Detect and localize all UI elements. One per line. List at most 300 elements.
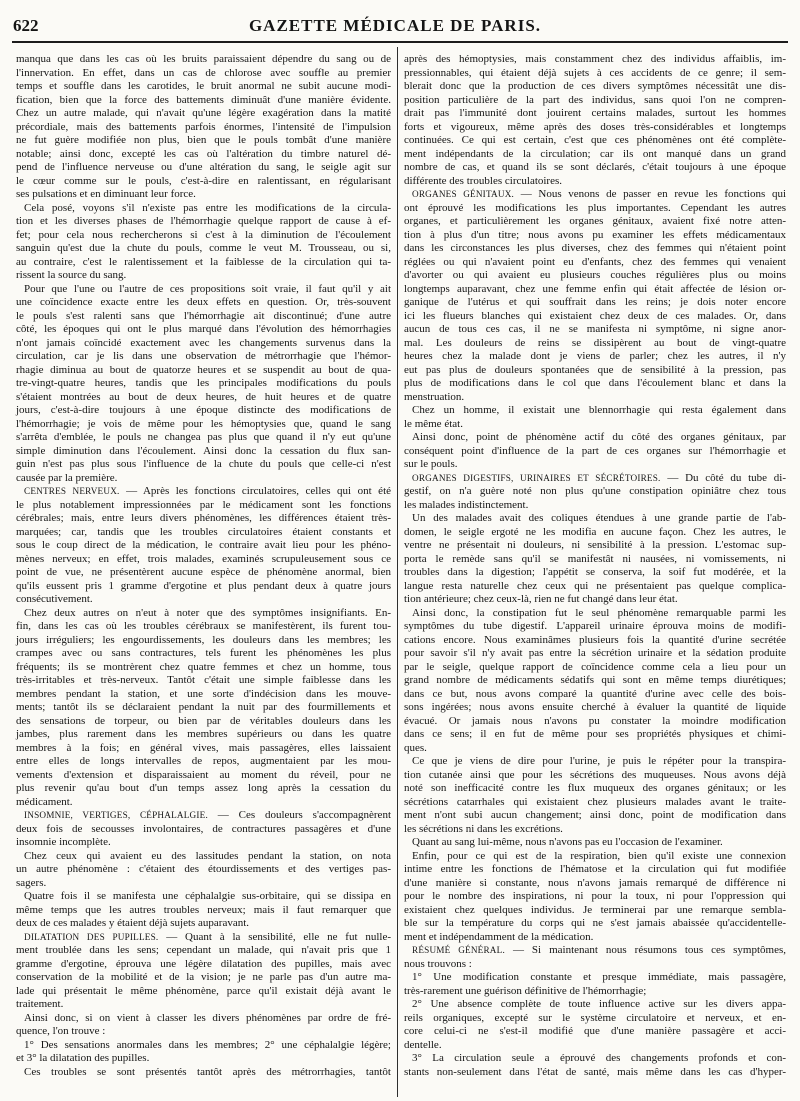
text-line — [404, 67, 786, 81]
section-paragraph — [16, 931, 391, 1012]
line-text: même temps que les autres troubles nerveux; mais il faut remarquer que — [16, 903, 391, 916]
text-line — [404, 431, 786, 445]
text-line — [16, 512, 391, 526]
line-text: Un des malades avait des coliques étendues à une grande partie de l'ab- — [412, 512, 786, 524]
text-line — [404, 80, 786, 94]
text-line — [16, 485, 391, 499]
text-line — [16, 1066, 391, 1080]
right-column — [404, 53, 786, 1079]
line-text: côté, les époques qui ont le plus marqué dans l'évolution des hémorrhagies — [16, 323, 391, 335]
text-line — [404, 1052, 786, 1066]
section-heading: CENTRES NERVEUX. — [24, 486, 120, 496]
line-text: très-irritables et très-nerveux. Tantôt c'était une simple faiblesse dans les — [16, 674, 391, 686]
line-text: circulation, car je lis dans une observation de métrorrhagie que l'hémor- — [16, 350, 391, 362]
text-line — [16, 890, 391, 904]
text-line — [404, 364, 786, 378]
text-line — [404, 188, 786, 202]
text-line — [16, 80, 391, 94]
line-text: cations encore. Nous examinâmes plusieurs fois la quantité d'urine secrétée — [404, 633, 786, 646]
line-text: Ces troubles se sont présentés tantôt après des métrorrhagies, tantôt — [24, 1065, 391, 1078]
text-line — [16, 215, 391, 229]
text-line — [16, 337, 391, 351]
line-text: core celui-ci ne s'est-il modifié que d'une manière passagère et acci- — [404, 1025, 786, 1037]
text-line — [16, 499, 391, 513]
line-text: l'innervation. En effet, dans un cas de chlorose avec souffle au premier — [16, 66, 391, 79]
text-line — [16, 863, 391, 877]
line-text: Chez un homme, il existait une blennorrhagie qui resta également dans — [412, 404, 786, 416]
text-line — [404, 634, 786, 648]
line-text: Quatre fois il se manifesta une céphalalgie sus-orbitaire, qui se dissipa en — [24, 890, 391, 902]
line-text: ment troublée dans les sens; cependant un malade, qui n'avait pris que 1 — [16, 944, 391, 956]
paragraph — [404, 1052, 786, 1079]
line-text: guin n'est pas plus sous l'influence de la chute du pouls que celle-ci n'est — [16, 458, 391, 470]
line-text: domen, le seigle ergoté ne les modifia en aucune façon. Chez les autres, le — [404, 525, 786, 538]
line-text: rissent la source du sang. — [16, 269, 127, 281]
text-line — [16, 796, 391, 810]
text-line — [16, 296, 391, 310]
text-line — [16, 364, 391, 378]
section-heading: RÉSUMÉ GÉNÉRAL. — [412, 945, 505, 955]
line-text: fin, dans les cas où les troubles cérébraux se manifestèrent, ils furent tou- — [16, 620, 391, 632]
line-text: ne fut guère modifiée non plus, bien que le pouls tombât d'une manière — [16, 134, 391, 146]
line-text: troubles dans la digestion; l'appétit se conserva, la soif fut modérée, et la — [404, 566, 786, 578]
line-text: au contraire, c'est le ralentissement et la faiblesse de la circulation qui ta- — [16, 255, 391, 268]
line-text: — Quant à la sensibilité, elle ne fut nulle- — [166, 930, 391, 943]
text-line — [16, 148, 391, 162]
line-text: point de vue, ne présentèrent aucune espèce de phénomène anormal, bien — [16, 566, 391, 578]
line-text: deux de ces malades y étaient déjà sujets auparavant. — [16, 917, 250, 929]
line-text: pressionnables, qui étaient déjà sujets à ces accidents de ce genre; il sem- — [404, 66, 786, 79]
section-heading: ORGANES GÉNITAUX. — [412, 189, 515, 199]
line-text: dans ce but, nous avons comparé la quantité d'urine avec celle des bois- — [404, 687, 786, 700]
line-text: 1° Une modification constante et presque immédiate, mais passagère, — [412, 971, 786, 983]
line-text: aucun de tous ces cas, il ne se manifesta ni symptôme, ni signe anor- — [404, 323, 786, 335]
text-line — [404, 445, 786, 459]
line-text: drait pas l'immunité dont jouirent certains malades, surtout les hommes — [404, 107, 786, 119]
line-text: ment n'ont subi aucun changement; ainsi donc, point de modification dans — [404, 809, 786, 821]
section-paragraph — [404, 472, 786, 513]
line-text: fication, bien que la force des battements diminuât d'une manière évidente. — [16, 93, 391, 106]
line-text: d'une manière si constante, nous n'avons jamais remarqué de différence ni — [404, 876, 786, 889]
line-text: ses pulsations et en diminuant leur force. — [16, 188, 196, 200]
line-text: conservation de la mobilité et de la vision; je ne parle pas d'un autre ma- — [16, 971, 391, 983]
paragraph — [16, 890, 391, 931]
text-line — [404, 823, 786, 837]
text-line — [16, 1012, 391, 1026]
line-text: — Nous venons de passer en revue les fonctions qui — [520, 188, 786, 200]
line-text: — Ces douleurs s'accompagnèrent — [217, 809, 391, 821]
text-line — [16, 985, 391, 999]
line-text: s'étaient montrées au bout de deux heures, de huit heures et de quatre — [16, 390, 391, 403]
line-text: sanguin qu'est due la chute du pouls, comme le veut M. Trousseau, ou si, — [16, 242, 391, 254]
text-line — [404, 917, 786, 931]
line-text: eut pas plus de douleurs spontanées que de sensibilité à la pression, pas — [404, 363, 786, 376]
text-line — [16, 782, 391, 796]
line-text: grand nombre de médicaments sédatifs qui sont en même temps diurétiques; — [404, 674, 786, 686]
text-line — [404, 958, 786, 972]
text-line — [404, 674, 786, 688]
text-line — [404, 229, 786, 243]
text-line — [16, 755, 391, 769]
line-text: pour le nombre des inspirations, ni pour la toux, ni pour l'oppression qui — [404, 890, 786, 902]
text-line — [16, 175, 391, 189]
line-text: notable; ainsi donc, excepté les cas où l'altération du timbre naturel dé- — [16, 147, 391, 160]
line-text: nous trouvons : — [404, 957, 472, 970]
paragraph — [16, 607, 391, 810]
text-line — [404, 202, 786, 216]
line-text: rhagie diminua au bout de quatorze heures et se suspendit au bout de qua- — [16, 363, 391, 376]
line-text: entre elles de longs intervalles de repos, augmentaient par les mou- — [16, 755, 391, 767]
line-text: — Si maintenant nous résumons tous ces symptômes, — [512, 944, 787, 956]
paragraph — [404, 53, 786, 188]
text-line — [16, 350, 391, 364]
text-line — [404, 161, 786, 175]
line-text: noté son inefficacité contre les flux muqueux des organes génitaux; or les — [404, 782, 786, 794]
text-line — [404, 404, 786, 418]
line-text: Ainsi donc, la constipation fut le seul phénomène remarquable parmi les — [412, 606, 786, 619]
text-line — [16, 94, 391, 108]
paragraph — [16, 850, 391, 891]
text-line — [404, 850, 786, 864]
line-text: évacué. Or jamais nous n'avons pu constater la moindre modification — [404, 714, 786, 727]
line-text: Chez ceux qui avaient eu des lassitudes pendant la station, on nota — [24, 849, 391, 862]
text-line — [404, 391, 786, 405]
text-line — [404, 701, 786, 715]
text-line — [16, 53, 391, 67]
line-text: et 3° la dilatation des pupilles. — [16, 1052, 150, 1064]
text-line — [16, 823, 391, 837]
text-line — [404, 580, 786, 594]
line-text: quence, l'on trouve : — [16, 1025, 106, 1037]
line-text: cérébrales; mais, entre leurs divers phénomènes, les différences étaient très- — [16, 512, 391, 524]
section-paragraph — [16, 809, 391, 850]
text-line — [16, 904, 391, 918]
paragraph — [404, 607, 786, 756]
line-text: qu'ils eussent pris 1 gramme d'ergotine et plus pendant deux à quatre jours — [16, 579, 391, 592]
line-text: réglées ou qui n'avaient point eu d'enfants, chez des femmes qui venaient — [404, 255, 786, 268]
paragraph — [404, 431, 786, 472]
paragraph — [404, 971, 786, 998]
text-line — [404, 1012, 786, 1026]
text-line — [16, 67, 391, 81]
line-text: pend de l'influence nerveuse ou d'une altération du sang, le seigle agit sur — [16, 161, 391, 173]
text-line — [404, 323, 786, 337]
text-line — [16, 728, 391, 742]
line-text: très-rarement une guérison définitive de l'hémorrhagie; — [404, 984, 647, 997]
text-line — [16, 580, 391, 594]
line-text: ments; tantôt ils se déclaraient pendant la nuit par des fourmillements et — [16, 701, 391, 713]
text-line — [404, 877, 786, 891]
text-line — [404, 107, 786, 121]
text-line — [404, 904, 786, 918]
paragraph — [16, 53, 391, 202]
text-line — [16, 269, 391, 283]
text-line — [16, 931, 391, 945]
line-text: différente des troubles circulatoires. — [404, 174, 563, 187]
text-line — [16, 647, 391, 661]
line-text: Ce que je viens de dire pour l'urine, je puis le répéter pour la transpira- — [412, 755, 786, 767]
text-line — [404, 796, 786, 810]
line-text: existaient chez quelques individus. Je terminerai par une remarque sembla- — [404, 903, 786, 916]
line-text: jours irréguliers; les engourdissements, les douleurs dans les membres; les — [16, 633, 391, 646]
line-text: plus revenir qu'au bout d'un temps assez long après la cessation du — [16, 782, 391, 794]
text-line — [16, 944, 391, 958]
paragraph — [16, 1066, 391, 1080]
text-line — [404, 215, 786, 229]
line-text: sons ingérées; nous avons ensuite cherché à évaluer la quantité de liquide — [404, 701, 786, 713]
line-text: le plus notablement impressionnées par le médicament sont les fonctions — [16, 498, 391, 511]
paragraph — [16, 1039, 391, 1066]
line-text: insomnie incomplète. — [16, 836, 111, 848]
header-rule — [12, 41, 788, 43]
line-text: mal. Les douleurs de reins se dissipèrent au bout de vingt-quatre — [404, 336, 786, 349]
text-line — [404, 607, 786, 621]
line-text: simple diminution dans l'écoulement. Ainsi donc la cessation du flux san- — [16, 444, 391, 457]
line-text: des sensations de torpeur, ou bien par de véritables douleurs dans les — [16, 714, 391, 727]
text-line — [16, 161, 391, 175]
text-line — [404, 755, 786, 769]
text-line — [404, 175, 786, 189]
text-line — [16, 553, 391, 567]
text-line — [16, 877, 391, 891]
paragraph — [404, 404, 786, 431]
line-text: une coïncidence exacte entre les deux effets en question. Or, très-souvent — [16, 296, 391, 308]
text-line — [16, 310, 391, 324]
line-text: gestif, on n'a guère noté non plus qu'une constipation opiniâtre chez tous — [404, 485, 786, 497]
line-text: heures chez la malade dont je viens de parler; chez les autres, il n'y — [404, 350, 786, 362]
text-line — [16, 229, 391, 243]
line-text: par le seigle, quelque rapport de coïncidence comme cela a lieu pour un — [404, 660, 786, 673]
text-line — [16, 958, 391, 972]
line-text: précordiale, mais des battements parfois énormes, l'intensité de l'impulsion — [16, 120, 391, 133]
paragraph — [16, 202, 391, 283]
line-text: le pouls s'est ralenti sans que l'hémorrhagie ait discontinué; d'une autre — [16, 309, 391, 322]
text-line — [16, 404, 391, 418]
section-paragraph — [404, 944, 786, 971]
line-text: ont éprouvé les modifications les plus importantes. Cependant les autres — [404, 201, 786, 214]
line-text: blerait donc que la production de ces divers symptômes nécessitât une dis- — [404, 80, 786, 92]
line-text: tion cutanée ainsi que pour les sécrétions des muqueuses. Nous avons déjà — [404, 768, 786, 781]
line-text: Enfin, pour ce qui est de la respiration, bien qu'il existe une connexion — [412, 849, 786, 862]
text-line — [16, 836, 391, 850]
text-line — [16, 661, 391, 675]
text-line — [404, 553, 786, 567]
text-line — [404, 472, 786, 486]
line-text: Quant au sang lui-même, nous n'avons pas eu l'occasion de l'examiner. — [412, 836, 723, 848]
text-line — [16, 809, 391, 823]
text-line — [16, 256, 391, 270]
text-line — [404, 148, 786, 162]
text-line — [16, 458, 391, 472]
text-line — [16, 634, 391, 648]
text-line — [404, 53, 786, 67]
text-line — [404, 836, 786, 850]
text-line — [16, 971, 391, 985]
line-text: Ainsi donc, point de phénomène actif du côté des organes génitaux, par — [412, 431, 786, 443]
text-line — [404, 539, 786, 553]
text-line — [16, 377, 391, 391]
line-text: dans ce sens; il en fut de même pour ses propriétés physiques et chimi- — [404, 728, 786, 740]
paragraph — [16, 1012, 391, 1039]
paragraph — [404, 836, 786, 850]
text-line — [404, 998, 786, 1012]
line-text: Ainsi donc, si on vient à classer les divers phénomènes par ordre de fré- — [24, 1011, 391, 1024]
line-text: — Après les fonctions circulatoires, celles qui ont été — [126, 485, 392, 497]
text-line — [404, 337, 786, 351]
line-text: langue resta naturelle chez ceux qui ne présentaient pas quelque complica- — [404, 579, 786, 592]
line-text: plus de modifications dans le col que dans l'écoulement blanc et dans la — [404, 377, 786, 389]
text-line — [404, 647, 786, 661]
line-text: membres pendant la station, et une sorte d'indécision dans les mouve- — [16, 687, 391, 700]
left-column — [16, 53, 391, 1079]
line-text: — Du côté du tube di- — [667, 471, 786, 484]
paragraph — [404, 998, 786, 1052]
text-line — [16, 391, 391, 405]
line-text: vements d'extension et disparaissaient au moment du réveil, pour ne — [16, 768, 391, 781]
text-line — [404, 485, 786, 499]
line-text: Cela posé, voyons s'il n'existe pas entre les modifications de la circula- — [24, 201, 391, 214]
text-line — [404, 971, 786, 985]
line-text: n'ont jamais coïncidé exactement avec les changements survenus dans la — [16, 336, 391, 349]
text-line — [404, 1039, 786, 1053]
line-text: fréquents; ils se montrèrent chez quatre femmes et chez un homme, tous — [16, 660, 391, 673]
text-line — [404, 377, 786, 391]
line-text: Chez deux autres on n'eut à noter que des symptômes insignifiants. En- — [24, 606, 391, 619]
text-line — [16, 472, 391, 486]
line-text: sagers. — [16, 876, 47, 889]
line-text: causée par la première. — [16, 471, 118, 484]
text-line — [404, 566, 786, 580]
text-line — [16, 674, 391, 688]
section-paragraph — [16, 485, 391, 607]
text-line — [16, 742, 391, 756]
text-line — [16, 242, 391, 256]
text-line — [404, 512, 786, 526]
text-line — [16, 1052, 391, 1066]
line-text: un autre phénomène : c'étaient des étourdissements et des vertiges pas- — [16, 863, 391, 875]
line-text: les malades indistinctement. — [404, 498, 529, 511]
line-text: ganique de l'utérus et qui souffrait dans les reins; je dois noter encore — [404, 296, 786, 308]
text-line — [404, 499, 786, 513]
text-line — [16, 134, 391, 148]
line-text: après des hémoptysies, mais constamment chez des individus affaiblis, im- — [404, 53, 786, 65]
text-line — [16, 418, 391, 432]
line-text: sous le coup direct de la médication, le contraire avait lieu pour les phéno- — [16, 539, 391, 551]
text-line — [16, 1025, 391, 1039]
text-line — [404, 863, 786, 877]
line-text: lade qui présentait le même phénomène, parce qu'il existait déjà avant le — [16, 984, 391, 997]
line-text: jambes, plus rarement dans les membres supérieurs ou dans les quatre — [16, 728, 391, 740]
line-text: deux fois de secousses involontaires, de contractures passagères et d'une — [16, 822, 391, 835]
text-line — [404, 94, 786, 108]
text-line — [16, 107, 391, 121]
text-line — [16, 715, 391, 729]
text-line — [404, 296, 786, 310]
text-line — [404, 256, 786, 270]
text-line — [404, 782, 786, 796]
text-line — [404, 134, 786, 148]
text-line — [404, 742, 786, 756]
text-line — [404, 283, 786, 297]
line-text: ment et indépendamment de la médication. — [404, 930, 594, 943]
text-line — [16, 850, 391, 864]
text-line — [404, 350, 786, 364]
text-line — [16, 1039, 391, 1053]
text-line — [16, 917, 391, 931]
line-text: ble sur la température du corps qui ne s'est jamais abaissée qu'accidentelle- — [404, 917, 786, 929]
line-text: longtemps auparavant, chez une femme enfin qui était affectée de lésion or- — [404, 282, 786, 295]
text-line — [404, 890, 786, 904]
text-line — [404, 269, 786, 283]
section-heading: INSOMNIE, VERTIGES, CÉPHALALGIE. — [24, 810, 208, 820]
text-line — [404, 310, 786, 324]
line-text: dentelle. — [404, 1038, 442, 1051]
text-line — [16, 323, 391, 337]
line-text: tion à plus d'un titre; nous avons pu examiner les effets médicamentaux — [404, 228, 786, 241]
text-line — [404, 728, 786, 742]
text-line — [404, 688, 786, 702]
line-text: d'avorter ou qui avaient eu plusieurs couches régulières plus ou moins — [404, 269, 786, 281]
line-text: dans les circonstances les plus diverses, chez des femmes qui n'étaient point — [404, 242, 786, 254]
line-text: 3° La circulation seule a éprouvé des changements profonds et con- — [412, 1052, 786, 1064]
line-text: 1° Des sensations anormales dans les membres; 2° une céphalalgie légère; — [24, 1038, 391, 1051]
line-text: médicament. — [16, 795, 73, 808]
line-text: traitement. — [16, 998, 64, 1010]
line-text: tre-vingt-quatre heures, tandis que les principales modifications du pouls — [16, 377, 391, 389]
line-text: membres à la fois; en général vives, mais passagères, elles laissaient — [16, 741, 391, 754]
text-line — [404, 418, 786, 432]
text-line — [404, 769, 786, 783]
text-line — [404, 985, 786, 999]
text-line — [16, 202, 391, 216]
line-text: conséquent point d'influence de la part de ces organes sur l'hémorrhagie et — [404, 444, 786, 457]
line-text: l'hémorrhagie; je vois de même pour les hémoptysies que, quand le sang — [16, 417, 391, 430]
line-text: reils organiques, excepté sur le système circulatoire et nerveux, et en- — [404, 1011, 786, 1024]
line-text: ventre ne présentait ni douleurs, ni sensibilité à la pression. L'estomac sup- — [404, 539, 786, 551]
line-text: le même état. — [404, 417, 463, 430]
text-line — [16, 998, 391, 1012]
line-text: sur le pouls. — [404, 458, 458, 470]
text-line — [404, 944, 786, 958]
section-heading: ORGANES DIGESTIFS, URINAIRES ET SÉCRÉTOIRES. — [412, 472, 661, 483]
text-line — [404, 121, 786, 135]
text-line — [16, 445, 391, 459]
line-text: manqua que dans les cas où les bruits paraissaient dépendre du sang ou de — [16, 53, 391, 65]
line-text: ment indépendants de la circulation; car ils ont manqué dans un grand — [404, 147, 786, 160]
line-text: tion antérieure; chez ceux-là, rien ne fut changé dans leur état. — [404, 593, 678, 605]
text-line — [16, 769, 391, 783]
line-text: sécrétions catarrhales qui existaient chez plusieurs malades avant le traite- — [404, 795, 786, 808]
text-line — [16, 593, 391, 607]
line-text: 2° Une absence complète de toute influence active sur les divers appa- — [412, 998, 786, 1010]
line-text: stants non-seulement dans l'état de santé, mais même dans les cas d'hyper- — [404, 1065, 786, 1078]
column-divider — [397, 47, 398, 1097]
text-line — [404, 931, 786, 945]
line-text: consécutivement. — [16, 593, 93, 605]
text-line — [404, 526, 786, 540]
paragraph — [404, 512, 786, 607]
journal-title: GAZETTE MÉDICALE DE PARIS. — [248, 16, 542, 35]
text-line — [16, 539, 391, 553]
text-line — [404, 715, 786, 729]
line-text: tion et les diverses phases de l'hémorrhagie quelque rapport de cause à ef- — [16, 215, 391, 227]
section-heading: DILATATION DES PUPILLES. — [24, 931, 159, 942]
line-text: crampes avec ou sans contractures, tels furent les phénomènes les plus — [16, 647, 391, 659]
line-text: porta le remède sans qu'il se manifestât ni nausées, ni vomissements, ni — [404, 552, 786, 565]
line-text: Pour que l'une ou l'autre de ces propositions soit vraie, il faut qu'il y ait — [24, 282, 391, 295]
text-line — [16, 688, 391, 702]
line-text: s'arrêta d'emblée, le pouls ne changea pas plus que quand il n'y eut qu'une — [16, 431, 391, 443]
